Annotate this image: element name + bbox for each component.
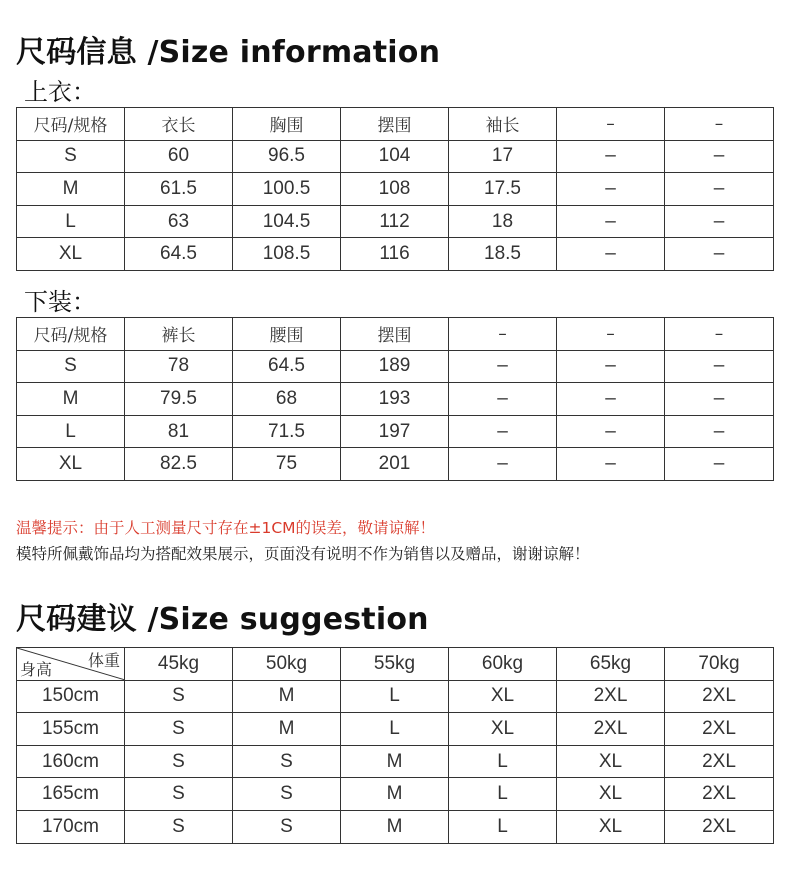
measurement-cell: 75 (233, 448, 341, 481)
column-header: 腰围 (233, 318, 341, 351)
measurement-cell: 18 (449, 205, 557, 238)
suggested-size-cell: M (341, 745, 449, 778)
measurement-cell: 112 (341, 205, 449, 238)
suggested-size-cell: L (449, 778, 557, 811)
column-header: 尺码/规格 (17, 318, 125, 351)
measurement-cell: 18.5 (449, 238, 557, 271)
corner-cell (17, 648, 125, 681)
accessory-disclaimer: 模特所佩戴饰品均为搭配效果展示，页面没有说明不作为销售以及赠品，谢谢谅解！ (16, 545, 590, 563)
measurement-cell: 104 (341, 140, 449, 173)
measurement-cell: 108.5 (233, 238, 341, 271)
table-row (17, 745, 774, 778)
bottoms-size-table (16, 317, 774, 481)
measurement-cell: – (557, 238, 665, 271)
measurement-cell: 78 (125, 350, 233, 383)
measurement-cell: 79.5 (125, 383, 233, 416)
measurement-cell: 64.5 (125, 238, 233, 271)
table-row (17, 140, 774, 173)
height-label-cell: 160cm (17, 745, 125, 778)
suggested-size-cell: XL (557, 745, 665, 778)
measurement-cell: 68 (233, 383, 341, 416)
measurement-cell: 197 (341, 415, 449, 448)
bottoms-label: 下装： (24, 288, 96, 316)
measurement-cell: – (665, 205, 774, 238)
height-label-cell: 165cm (17, 778, 125, 811)
measurement-cell: – (557, 205, 665, 238)
measurement-cell: 17.5 (449, 173, 557, 206)
measurement-cell: – (665, 415, 774, 448)
measurement-cell: 116 (341, 238, 449, 271)
size-suggestion-title: 尺码建议 /Size suggestion (16, 602, 429, 637)
size-label-cell: S (17, 350, 125, 383)
measurement-cell: – (449, 415, 557, 448)
measurement-cell: – (557, 140, 665, 173)
table-row (17, 173, 774, 206)
size-label-cell: M (17, 383, 125, 416)
height-label-cell: 150cm (17, 680, 125, 713)
suggestion-header-row (17, 648, 774, 681)
table-row (17, 383, 774, 416)
suggested-size-cell: M (341, 778, 449, 811)
tops-size-table (16, 107, 774, 271)
column-header: 胸围 (233, 108, 341, 141)
measurement-cell: – (557, 415, 665, 448)
measurement-cell: 189 (341, 350, 449, 383)
tops-table-body (17, 108, 774, 271)
bottoms-header-row (17, 318, 774, 351)
suggested-size-cell: 2XL (557, 713, 665, 746)
measurement-cell: 100.5 (233, 173, 341, 206)
suggested-size-cell: L (341, 680, 449, 713)
height-axis-label: 身高 (20, 659, 53, 679)
weight-header: 50kg (233, 648, 341, 681)
measurement-cell: 63 (125, 205, 233, 238)
measurement-cell: – (665, 350, 774, 383)
table-row (17, 680, 774, 713)
size-label-cell: L (17, 205, 125, 238)
weight-header: 65kg (557, 648, 665, 681)
suggested-size-cell: M (233, 680, 341, 713)
suggested-size-cell: M (341, 810, 449, 843)
suggested-size-cell: L (449, 745, 557, 778)
measurement-cell: 108 (341, 173, 449, 206)
tops-label: 上衣： (24, 78, 96, 106)
suggested-size-cell: XL (557, 810, 665, 843)
size-label-cell: L (17, 415, 125, 448)
suggested-size-cell: 2XL (665, 778, 774, 811)
column-header: 裤长 (125, 318, 233, 351)
suggested-size-cell: S (125, 778, 233, 811)
measurement-cell: – (665, 238, 774, 271)
height-label-cell: 170cm (17, 810, 125, 843)
table-row (17, 205, 774, 238)
suggested-size-cell: 2XL (665, 810, 774, 843)
measurement-cell: 64.5 (233, 350, 341, 383)
suggested-size-cell: S (125, 713, 233, 746)
weight-header: 60kg (449, 648, 557, 681)
suggested-size-cell: 2XL (665, 680, 774, 713)
suggested-size-cell: 2XL (665, 713, 774, 746)
weight-header: 70kg (665, 648, 774, 681)
table-row (17, 448, 774, 481)
column-header: 袖长 (449, 108, 557, 141)
measurement-cell: 71.5 (233, 415, 341, 448)
suggestion-table-body (17, 648, 774, 844)
measurement-cell: – (449, 350, 557, 383)
table-row (17, 810, 774, 843)
suggested-size-cell: XL (449, 713, 557, 746)
tops-header-row (17, 108, 774, 141)
suggested-size-cell: S (233, 810, 341, 843)
size-label-cell: XL (17, 238, 125, 271)
column-header: – (665, 108, 774, 141)
size-label-cell: XL (17, 448, 125, 481)
table-row (17, 713, 774, 746)
bottoms-table-body (17, 318, 774, 481)
measurement-cell: – (449, 448, 557, 481)
measurement-cell: – (557, 350, 665, 383)
suggested-size-cell: S (125, 680, 233, 713)
weight-header: 45kg (125, 648, 233, 681)
measurement-cell: – (449, 383, 557, 416)
table-row (17, 415, 774, 448)
measurement-cell: – (557, 383, 665, 416)
column-header: – (557, 108, 665, 141)
suggested-size-cell: S (125, 810, 233, 843)
table-row (17, 350, 774, 383)
table-row (17, 238, 774, 271)
suggested-size-cell: S (233, 745, 341, 778)
column-header: – (665, 318, 774, 351)
size-info-title: 尺码信息 /Size information (16, 35, 441, 70)
size-label-cell: M (17, 173, 125, 206)
table-row (17, 778, 774, 811)
measurement-cell: – (665, 173, 774, 206)
suggested-size-cell: M (233, 713, 341, 746)
suggested-size-cell: 2XL (665, 745, 774, 778)
column-header: 摆围 (341, 318, 449, 351)
suggested-size-cell: L (449, 810, 557, 843)
measurement-cell: 193 (341, 383, 449, 416)
measurement-cell: 82.5 (125, 448, 233, 481)
measurement-cell: 201 (341, 448, 449, 481)
weight-axis-label: 体重 (87, 651, 120, 670)
suggested-size-cell: S (125, 745, 233, 778)
size-label-cell: S (17, 140, 125, 173)
measurement-cell: 60 (125, 140, 233, 173)
column-header: – (449, 318, 557, 351)
suggested-size-cell: 2XL (557, 680, 665, 713)
measurement-cell: 96.5 (233, 140, 341, 173)
measurement-cell: 81 (125, 415, 233, 448)
suggested-size-cell: XL (557, 778, 665, 811)
measurement-cell: – (557, 448, 665, 481)
column-header: 衣长 (125, 108, 233, 141)
measurement-cell: 17 (449, 140, 557, 173)
measurement-cell: – (665, 448, 774, 481)
measurement-cell: – (665, 383, 774, 416)
column-header: 尺码/规格 (17, 108, 125, 141)
height-label-cell: 155cm (17, 713, 125, 746)
suggested-size-cell: S (233, 778, 341, 811)
column-header: 摆围 (341, 108, 449, 141)
size-suggestion-table (16, 647, 774, 844)
suggested-size-cell: XL (449, 680, 557, 713)
measurement-cell: – (557, 173, 665, 206)
measurement-cell: 104.5 (233, 205, 341, 238)
measurement-cell: – (665, 140, 774, 173)
measurement-warning: 温馨提示：由于人工测量尺寸存在±1CM的误差，敬请谅解！ (16, 519, 436, 537)
column-header: – (557, 318, 665, 351)
suggested-size-cell: L (341, 713, 449, 746)
measurement-cell: 61.5 (125, 173, 233, 206)
weight-header: 55kg (341, 648, 449, 681)
